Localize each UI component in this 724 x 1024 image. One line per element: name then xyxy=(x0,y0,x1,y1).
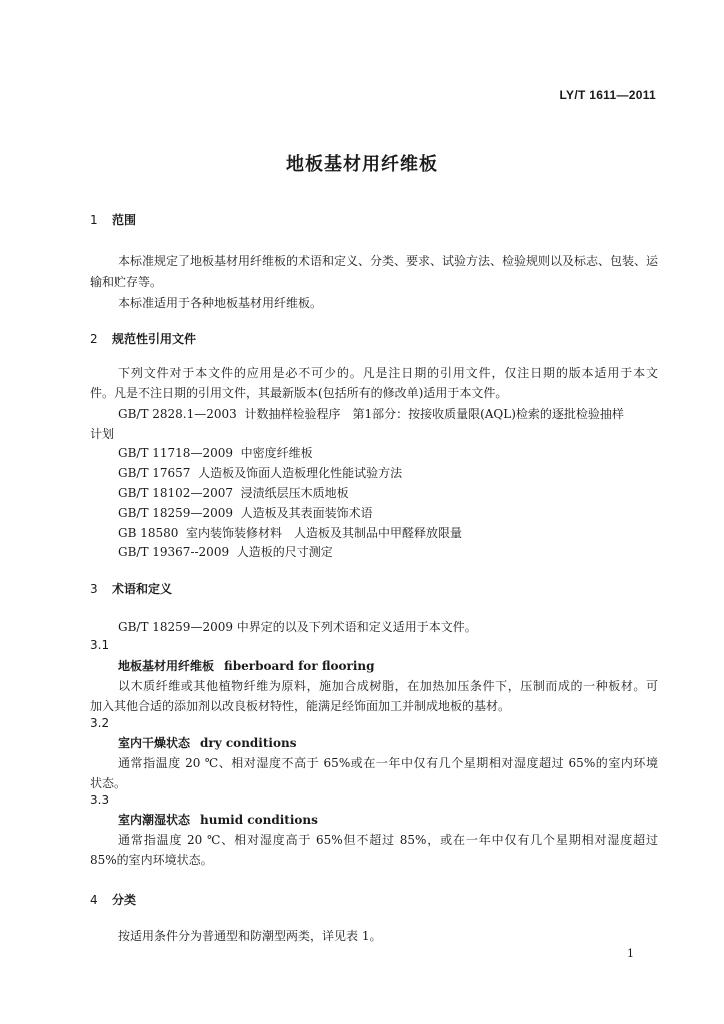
reference-item xyxy=(118,504,373,521)
section-number: 3 xyxy=(90,582,98,596)
reference-code: GB/T 11718—2009 xyxy=(118,446,233,460)
term-en: fiberboard for flooring xyxy=(224,659,375,673)
reference-code: GB/T 17657 xyxy=(118,466,191,480)
reference-code: GB/T 19367--2009 xyxy=(118,545,230,559)
section-2-heading xyxy=(90,330,196,347)
standard-number: LY/T 1611—2011 xyxy=(559,88,656,102)
section-number: 2 xyxy=(90,332,98,346)
term-cn: 室内潮湿状态 xyxy=(118,813,191,827)
term-heading xyxy=(118,811,318,828)
reference-code: GB/T 2828.1—2003 xyxy=(118,407,237,421)
term-heading xyxy=(118,657,375,674)
section-number: 4 xyxy=(90,893,98,907)
reference-continuation: 计划 xyxy=(90,427,115,441)
term-cn: 地板基材用纤维板 xyxy=(118,659,215,673)
section-title: 分类 xyxy=(112,893,137,907)
paragraph: 本标准规定了地板基材用纤维板的术语和定义、分类、要求、试验方法、检验规则以及标志、包装、运 xyxy=(118,254,659,268)
subsection-number: 3.1 xyxy=(90,638,110,652)
paragraph: GB/T 18259—2009 中界定的以及下列术语和定义适用于本文件。 xyxy=(118,620,477,634)
reference-item xyxy=(118,524,462,541)
page-number: 1 xyxy=(627,947,634,960)
term-heading xyxy=(118,734,296,751)
reference-name: 室内装饰装修材料 人造板及其制品中甲醛释放限量 xyxy=(186,526,463,540)
document-title: 地板基材用纤维板 xyxy=(286,154,438,175)
paragraph-continuation: 件。凡是不注日期的引用文件，其最新版本(包括所有的修改单)适用于本文件。 xyxy=(90,386,508,400)
term-definition-continuation: 状态。 xyxy=(90,776,127,790)
term-definition: 通常指温度 20 ℃、相对湿度不高于 65%或在一年中仅有几个星期相对湿度超过 65%的室内环境 xyxy=(118,756,658,770)
section-title: 范围 xyxy=(112,213,137,227)
reference-name: 计数抽样检验程序 第1部分：按接收质量限(AQL)检索的逐批检验抽样 xyxy=(244,407,624,421)
reference-item xyxy=(118,543,333,560)
section-4-heading xyxy=(90,891,136,908)
reference-name: 中密度纤维板 xyxy=(240,446,313,460)
reference-name: 浸渍纸层压木质地板 xyxy=(240,486,349,500)
section-title: 术语和定义 xyxy=(112,582,173,596)
reference-code: GB 18580 xyxy=(118,526,179,540)
subsection-number: 3.2 xyxy=(90,716,110,730)
term-en: humid conditions xyxy=(200,813,318,827)
paragraph: 按适用条件分为普通型和防潮型两类，详见表 1。 xyxy=(118,929,382,943)
reference-code: GB/T 18259—2009 xyxy=(118,506,233,520)
reference-name: 人造板及饰面人造板理化性能试验方法 xyxy=(198,466,403,480)
term-definition-continuation: 85%的室内环境状态。 xyxy=(90,853,213,867)
term-definition: 通常指温度 20 ℃、相对湿度高于 65%但不超过 85%，或在一年中仅有几个星期相对湿度超过 xyxy=(118,833,658,847)
term-cn: 室内干燥状态 xyxy=(118,736,191,750)
reference-code: GB/T 18102—2007 xyxy=(118,486,233,500)
section-title: 规范性引用文件 xyxy=(112,332,197,346)
term-definition: 以木质纤维或其他植物纤维为原料，施加合成树脂，在加热加压条件下，压制而成的一种板材。可 xyxy=(118,679,658,693)
reference-item xyxy=(118,444,313,461)
paragraph-continuation: 输和贮存等。 xyxy=(90,275,163,289)
reference-item xyxy=(118,464,402,481)
reference-name: 人造板的尺寸测定 xyxy=(236,545,333,559)
reference-name: 人造板及其表面装饰术语 xyxy=(240,506,373,520)
term-en: dry conditions xyxy=(200,736,297,750)
reference-item xyxy=(118,484,349,501)
term-definition-continuation: 加入其他合适的添加剂以改良板材特性，能满足经饰面加工并制成地板的基材。 xyxy=(90,699,511,713)
reference-item xyxy=(118,405,624,422)
section-number: 1 xyxy=(90,213,98,227)
paragraph: 本标准适用于各种地板基材用纤维板。 xyxy=(118,296,323,310)
subsection-number: 3.3 xyxy=(90,793,110,807)
section-1-heading xyxy=(90,211,136,228)
paragraph: 下列文件对于本文件的应用是必不可少的。凡是注日期的引用文件，仅注日期的版本适用于本文 xyxy=(118,366,658,380)
section-3-heading xyxy=(90,580,172,597)
